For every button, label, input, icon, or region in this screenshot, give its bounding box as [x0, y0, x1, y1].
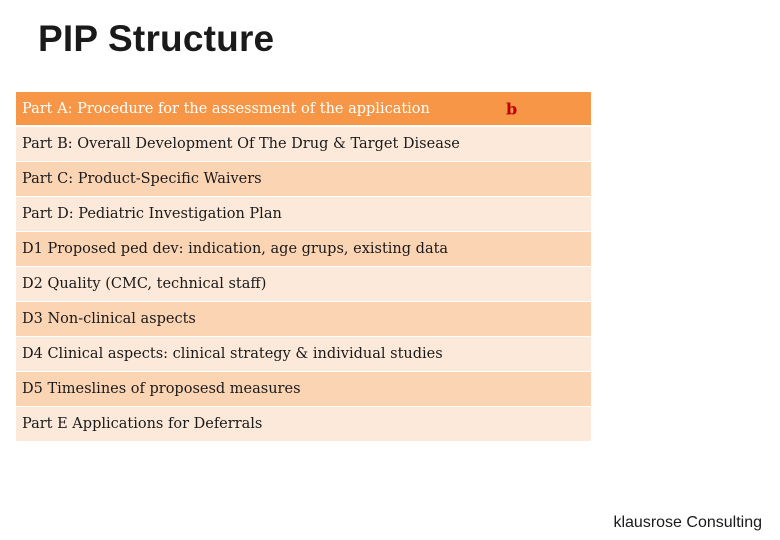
table-row [16, 302, 591, 337]
table-row-text: Part E Applications for Deferrals [22, 416, 263, 432]
pip-structure-table [16, 92, 591, 442]
footer-brand: klausrose Consulting [613, 514, 762, 531]
table-row [16, 337, 591, 372]
table-row [16, 162, 591, 197]
table-header-row [16, 92, 591, 127]
page-title: PIP Structure [38, 18, 275, 59]
table-row-text: Part A: Procedure for the assessment of the application [22, 100, 430, 117]
table-row-text: D4 Clinical aspects: clinical strategy & individual studies [22, 346, 443, 362]
table-row [16, 197, 591, 232]
table-row-text: Part B: Overall Development Of The Drug & Target Disease [22, 136, 460, 152]
table-row [16, 267, 591, 302]
table-row-text: D3 Non-clinical aspects [22, 311, 196, 327]
table-row [16, 127, 591, 162]
table-row-text: D1 Proposed ped dev: indication, age grups, existing data [22, 241, 449, 257]
table-row [16, 407, 591, 442]
header-marker: b [506, 99, 518, 118]
table-row [16, 232, 591, 267]
table-row-text: Part C: Product-Specific Waivers [22, 171, 262, 187]
table-row-text: D2 Quality (CMC, technical staff) [22, 276, 267, 292]
table-row-text: Part D: Pediatric Investigation Plan [22, 206, 282, 222]
table-row-text: D5 Timeslines of proposesd measures [22, 381, 301, 397]
table-row [16, 372, 591, 407]
